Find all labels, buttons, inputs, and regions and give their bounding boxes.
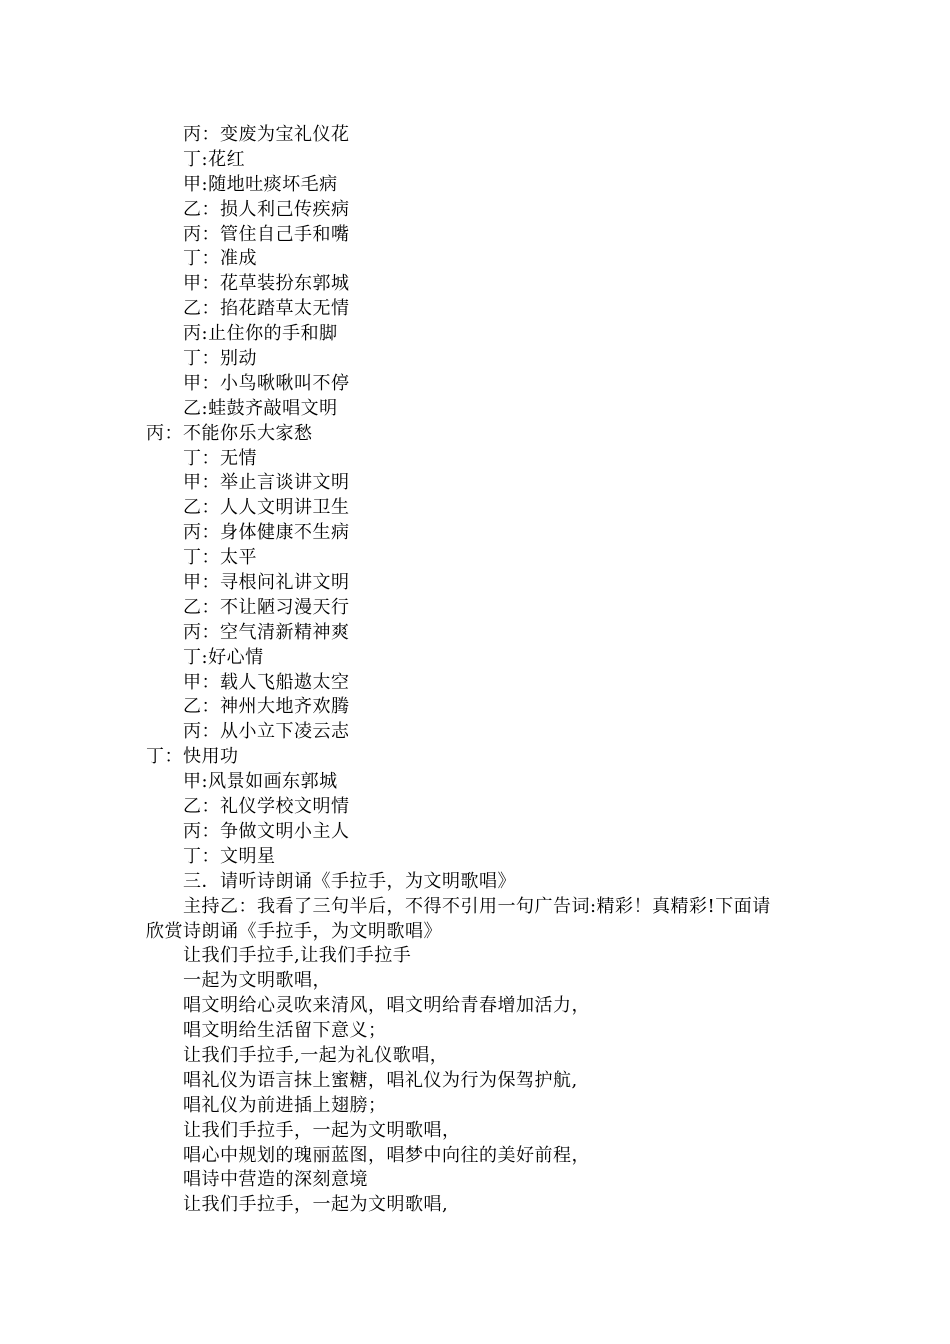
text-line: 丁：别动 (183, 348, 257, 370)
text-line: 丁：文明星 (183, 845, 276, 867)
text-line: 丙：空气清新精神爽 (183, 621, 350, 643)
text-line: 丁:花红 (183, 148, 246, 170)
text-line: 三．请听诗朗诵《手拉手，为文明歌唱》 (183, 870, 516, 892)
text-line: 丁：快用功 (146, 746, 239, 768)
text-line: 唱文明给心灵吹来清风，唱文明给青春增加活力， (183, 995, 590, 1017)
text-line: 让我们手拉手,让我们手拉手 (183, 945, 412, 967)
text-line: 让我们手拉手，一起为文明歌唱, (183, 1194, 449, 1216)
text-line: 唱心中规划的瑰丽蓝图，唱梦中向往的美好前程， (183, 1144, 590, 1166)
text-line: 丙：不能你乐大家愁 (146, 422, 313, 444)
text-line: 乙:蛙鼓齐敲唱文明 (183, 397, 338, 419)
text-line: 丁：太平 (183, 547, 257, 569)
text-line: 丁:好心情 (183, 646, 264, 668)
text-line: 唱诗中营造的深刻意境 (183, 1169, 368, 1191)
text-line: 主持乙：我看了三句半后，不得不引用一句广告词:精彩！真精彩!下面请 (183, 895, 771, 917)
text-line: 唱文明给生活留下意义； (183, 1020, 387, 1042)
text-line: 丙：变废为宝礼仪花 (183, 124, 350, 145)
text-line: 甲:随地吐痰坏毛病 (183, 173, 338, 195)
text-line: 丙：争做文明小主人 (183, 820, 350, 842)
text-line: 丁：无情 (183, 447, 257, 469)
text-line: 乙：礼仪学校文明情 (183, 796, 350, 818)
text-line: 丙:止住你的手和脚 (183, 323, 338, 345)
text-line: 乙：神州大地齐欢腾 (183, 696, 350, 718)
text-line: 唱礼仪为前进插上翅膀； (183, 1094, 387, 1116)
text-line: 甲:风景如画东郭城 (183, 771, 338, 793)
text-line: 甲：花草装扮东郭城 (183, 273, 350, 295)
text-line: 甲：寻根问礼讲文明 (183, 572, 350, 594)
text-line: 丙：身体健康不生病 (183, 522, 350, 544)
text-line: 甲：小鸟啾啾叫不停 (183, 372, 350, 394)
text-line: 乙：人人文明讲卫生 (183, 497, 350, 519)
text-line: 丁：准成 (183, 248, 257, 270)
text-line: 乙：掐花踏草太无情 (183, 298, 350, 320)
text-line: 甲：载人飞船遨太空 (183, 671, 350, 693)
text-line: 乙：损人利己传疾病 (183, 198, 350, 220)
text-line: 丙：管住自己手和嘴 (183, 223, 350, 245)
text-line: 唱礼仪为语言抹上蜜糖，唱礼仪为行为保驾护航, (183, 1069, 578, 1091)
text-line: 让我们手拉手,一起为礼仪歌唱， (183, 1044, 449, 1066)
text-line: 甲：举止言谈讲文明 (183, 472, 350, 494)
document-body (146, 123, 826, 1218)
text-line: 欣赏诗朗诵《手拉手，为文明歌唱》 (146, 920, 442, 942)
text-line: 一起为文明歌唱， (183, 970, 331, 992)
text-line: 丙：从小立下凌云志 (183, 721, 350, 743)
text-line: 让我们手拉手，一起为文明歌唱， (183, 1119, 461, 1141)
text-line: 乙：不让陋习漫天行 (183, 596, 350, 618)
